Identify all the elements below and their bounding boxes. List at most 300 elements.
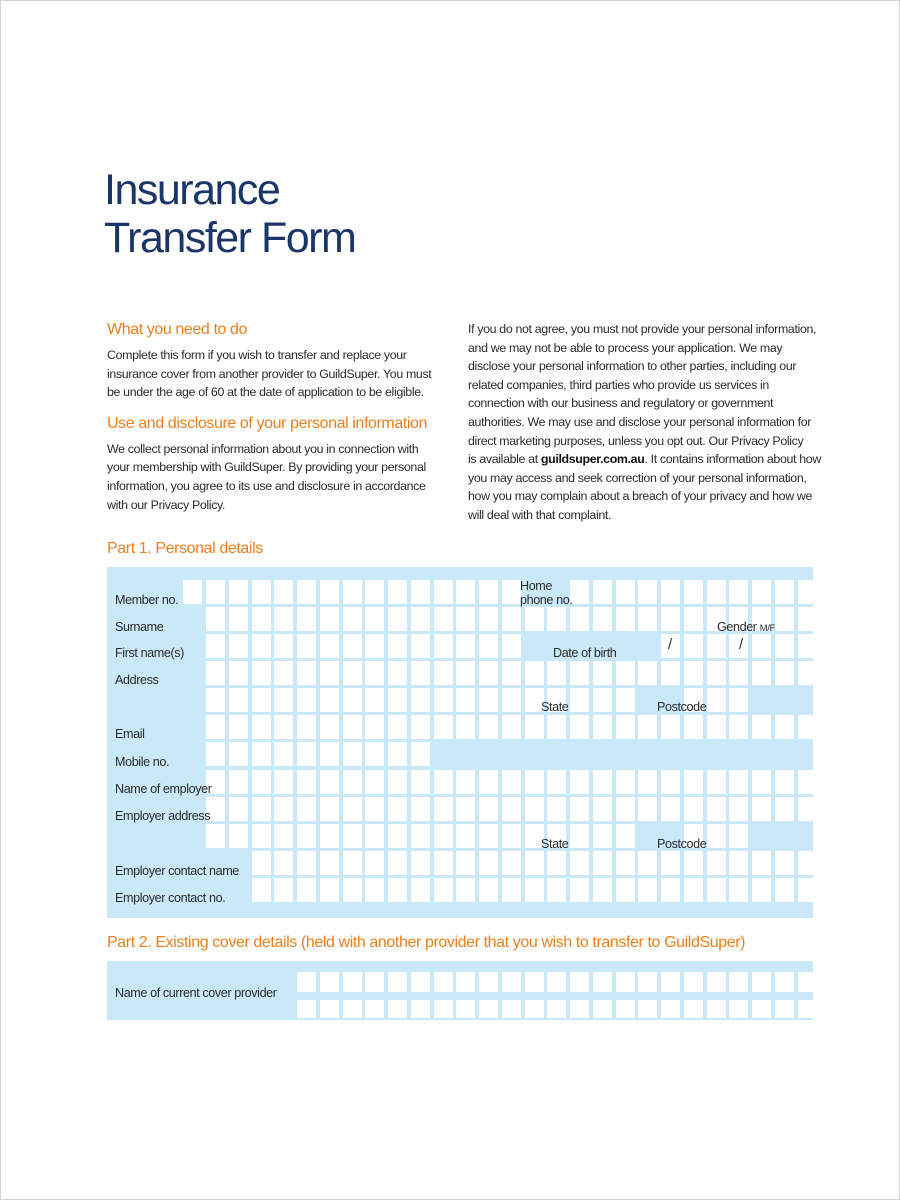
member-no-box[interactable] <box>320 580 339 604</box>
address-line1-box[interactable] <box>479 661 498 685</box>
surname-box[interactable] <box>365 607 384 631</box>
employer-contact-no-box[interactable] <box>616 878 635 902</box>
address-line1-box[interactable] <box>638 661 657 685</box>
current-provider-line2-box[interactable] <box>593 1000 612 1018</box>
employer-name-box[interactable] <box>638 770 657 794</box>
mobile-box[interactable] <box>411 742 430 766</box>
address-line2-box[interactable] <box>365 688 384 712</box>
employer-name-box[interactable] <box>593 770 612 794</box>
current-provider-line2-box[interactable] <box>752 1000 771 1018</box>
current-provider-box[interactable] <box>365 972 384 992</box>
email-box[interactable] <box>274 715 293 739</box>
employer-contact-name-box[interactable] <box>684 851 703 875</box>
current-provider-line2-box[interactable] <box>479 1000 498 1018</box>
employer-contact-no-box[interactable] <box>297 878 316 902</box>
email-box[interactable] <box>798 715 817 739</box>
current-provider-line2-box[interactable] <box>775 1000 794 1018</box>
employer-contact-no-box[interactable] <box>798 878 817 902</box>
address-line1-box[interactable] <box>798 661 817 685</box>
employer-address-line1-box[interactable] <box>570 797 589 821</box>
employer-contact-no-box[interactable] <box>684 878 703 902</box>
member-no-box[interactable] <box>297 580 316 604</box>
mobile-box[interactable] <box>343 742 362 766</box>
address-line1-box[interactable] <box>525 661 544 685</box>
employer-address-line1-box[interactable] <box>229 797 248 821</box>
employer-address-line2-box[interactable] <box>729 824 748 848</box>
current-provider-box[interactable] <box>434 972 453 992</box>
employer-name-box[interactable] <box>274 770 293 794</box>
employer-address-line1-box[interactable] <box>479 797 498 821</box>
member-no-box[interactable] <box>729 580 748 604</box>
employer-contact-name-box[interactable] <box>798 851 817 875</box>
current-provider-line2-box[interactable] <box>729 1000 748 1018</box>
employer-name-box[interactable] <box>502 770 521 794</box>
address-line1-box[interactable] <box>388 661 407 685</box>
surname-box[interactable] <box>775 607 794 631</box>
current-provider-line2-box[interactable] <box>707 1000 726 1018</box>
first-name-box[interactable] <box>752 634 771 658</box>
current-provider-line2-box[interactable] <box>343 1000 362 1018</box>
website-link[interactable]: guildsuper.com.au <box>540 452 645 467</box>
first-name-box[interactable] <box>684 634 703 658</box>
employer-name-box[interactable] <box>775 770 794 794</box>
member-no-box[interactable] <box>411 580 430 604</box>
employer-contact-no-box[interactable] <box>388 878 407 902</box>
email-box[interactable] <box>638 715 657 739</box>
first-name-box[interactable] <box>707 634 726 658</box>
employer-address-line2-box[interactable] <box>570 824 589 848</box>
email-box[interactable] <box>752 715 771 739</box>
employer-contact-no-box[interactable] <box>411 878 430 902</box>
address-line1-box[interactable] <box>707 661 726 685</box>
mobile-box[interactable] <box>274 742 293 766</box>
employer-contact-no-box[interactable] <box>661 878 680 902</box>
first-name-box[interactable] <box>798 634 817 658</box>
address-line1-box[interactable] <box>274 661 293 685</box>
member-no-box[interactable] <box>343 580 362 604</box>
current-provider-box[interactable] <box>388 972 407 992</box>
first-name-box[interactable] <box>297 634 316 658</box>
employer-contact-name-box[interactable] <box>411 851 430 875</box>
address-line1-box[interactable] <box>570 661 589 685</box>
address-line1-box[interactable] <box>661 661 680 685</box>
email-box[interactable] <box>252 715 271 739</box>
employer-address-line1-box[interactable] <box>684 797 703 821</box>
first-name-box[interactable] <box>456 634 475 658</box>
employer-name-box[interactable] <box>479 770 498 794</box>
employer-contact-no-box[interactable] <box>547 878 566 902</box>
member-no-box[interactable] <box>707 580 726 604</box>
surname-box[interactable] <box>252 607 271 631</box>
address-line1-box[interactable] <box>411 661 430 685</box>
first-name-box[interactable] <box>252 634 271 658</box>
email-box[interactable] <box>525 715 544 739</box>
employer-name-box[interactable] <box>752 770 771 794</box>
email-box[interactable] <box>707 715 726 739</box>
employer-address-line2-box[interactable] <box>388 824 407 848</box>
employer-name-box[interactable] <box>707 770 726 794</box>
address-line2-box[interactable] <box>707 688 726 712</box>
employer-address-line1-box[interactable] <box>320 797 339 821</box>
email-box[interactable] <box>434 715 453 739</box>
employer-address-line1-box[interactable] <box>547 797 566 821</box>
surname-box[interactable] <box>229 607 248 631</box>
member-no-box[interactable] <box>752 580 771 604</box>
employer-name-box[interactable] <box>365 770 384 794</box>
surname-box[interactable] <box>297 607 316 631</box>
member-no-box[interactable] <box>684 580 703 604</box>
email-box[interactable] <box>661 715 680 739</box>
address-line1-box[interactable] <box>752 661 771 685</box>
address-line2-box[interactable] <box>229 688 248 712</box>
current-provider-box[interactable] <box>297 972 316 992</box>
employer-contact-no-box[interactable] <box>775 878 794 902</box>
member-no-box[interactable] <box>229 580 248 604</box>
employer-address-line2-box[interactable] <box>820 824 839 848</box>
address-line2-box[interactable] <box>502 688 521 712</box>
employer-address-line1-box[interactable] <box>661 797 680 821</box>
employer-address-line2-box[interactable] <box>206 824 225 848</box>
email-box[interactable] <box>547 715 566 739</box>
surname-box[interactable] <box>343 607 362 631</box>
employer-name-box[interactable] <box>798 770 817 794</box>
employer-address-line1-box[interactable] <box>388 797 407 821</box>
current-provider-line2-box[interactable] <box>547 1000 566 1018</box>
employer-contact-no-box[interactable] <box>320 878 339 902</box>
employer-address-line1-box[interactable] <box>297 797 316 821</box>
employer-address-line1-box[interactable] <box>525 797 544 821</box>
current-provider-box[interactable] <box>343 972 362 992</box>
surname-box[interactable] <box>502 607 521 631</box>
employer-name-box[interactable] <box>252 770 271 794</box>
employer-contact-no-box[interactable] <box>479 878 498 902</box>
employer-contact-no-box[interactable] <box>456 878 475 902</box>
employer-contact-name-box[interactable] <box>775 851 794 875</box>
address-line1-box[interactable] <box>297 661 316 685</box>
current-provider-box[interactable] <box>616 972 635 992</box>
employer-name-box[interactable] <box>388 770 407 794</box>
employer-contact-name-box[interactable] <box>434 851 453 875</box>
current-provider-line2-box[interactable] <box>434 1000 453 1018</box>
employer-contact-name-box[interactable] <box>388 851 407 875</box>
surname-box[interactable] <box>388 607 407 631</box>
address-line1-box[interactable] <box>502 661 521 685</box>
employer-contact-no-box[interactable] <box>502 878 521 902</box>
employer-contact-no-box[interactable] <box>729 878 748 902</box>
member-no-box[interactable] <box>456 580 475 604</box>
address-line1-box[interactable] <box>547 661 566 685</box>
address-line1-box[interactable] <box>616 661 635 685</box>
surname-box[interactable] <box>593 607 612 631</box>
current-provider-box[interactable] <box>547 972 566 992</box>
member-no-box[interactable] <box>479 580 498 604</box>
address-line2-box[interactable] <box>411 688 430 712</box>
employer-contact-name-box[interactable] <box>252 851 271 875</box>
member-no-box[interactable] <box>274 580 293 604</box>
employer-contact-no-box[interactable] <box>365 878 384 902</box>
current-provider-line2-box[interactable] <box>388 1000 407 1018</box>
employer-address-line1-box[interactable] <box>274 797 293 821</box>
employer-contact-name-box[interactable] <box>479 851 498 875</box>
employer-address-line1-box[interactable] <box>456 797 475 821</box>
current-provider-box[interactable] <box>411 972 430 992</box>
address-line2-box[interactable] <box>388 688 407 712</box>
employer-name-box[interactable] <box>229 770 248 794</box>
address-line1-box[interactable] <box>229 661 248 685</box>
current-provider-line2-box[interactable] <box>638 1000 657 1018</box>
employer-contact-name-box[interactable] <box>752 851 771 875</box>
email-box[interactable] <box>320 715 339 739</box>
first-name-box[interactable] <box>320 634 339 658</box>
employer-address-line1-box[interactable] <box>798 797 817 821</box>
employer-address-line2-box[interactable] <box>343 824 362 848</box>
employer-address-line1-box[interactable] <box>343 797 362 821</box>
employer-contact-name-box[interactable] <box>707 851 726 875</box>
employer-address-line1-box[interactable] <box>616 797 635 821</box>
current-provider-line2-box[interactable] <box>411 1000 430 1018</box>
employer-address-line1-box[interactable] <box>434 797 453 821</box>
mobile-box[interactable] <box>365 742 384 766</box>
address-line1-box[interactable] <box>320 661 339 685</box>
first-name-box[interactable] <box>479 634 498 658</box>
address-line1-box[interactable] <box>343 661 362 685</box>
address-line1-box[interactable] <box>684 661 703 685</box>
current-provider-box[interactable] <box>752 972 771 992</box>
address-line2-box[interactable] <box>570 688 589 712</box>
surname-box[interactable] <box>479 607 498 631</box>
address-line2-box[interactable] <box>206 688 225 712</box>
surname-box[interactable] <box>274 607 293 631</box>
employer-contact-no-box[interactable] <box>707 878 726 902</box>
employer-contact-no-box[interactable] <box>593 878 612 902</box>
surname-box[interactable] <box>570 607 589 631</box>
employer-address-line2-box[interactable] <box>616 824 635 848</box>
first-name-box[interactable] <box>274 634 293 658</box>
email-box[interactable] <box>411 715 430 739</box>
member-no-box[interactable] <box>570 580 589 604</box>
current-provider-box[interactable] <box>638 972 657 992</box>
current-provider-line2-box[interactable] <box>661 1000 680 1018</box>
email-box[interactable] <box>229 715 248 739</box>
first-name-box[interactable] <box>434 634 453 658</box>
employer-name-box[interactable] <box>616 770 635 794</box>
surname-box[interactable] <box>616 607 635 631</box>
employer-address-line1-box[interactable] <box>638 797 657 821</box>
address-line1-box[interactable] <box>775 661 794 685</box>
member-no-box[interactable] <box>206 580 225 604</box>
address-line1-box[interactable] <box>729 661 748 685</box>
employer-address-line2-box[interactable] <box>252 824 271 848</box>
employer-contact-no-box[interactable] <box>343 878 362 902</box>
employer-address-line1-box[interactable] <box>502 797 521 821</box>
employer-name-box[interactable] <box>411 770 430 794</box>
employer-contact-no-box[interactable] <box>570 878 589 902</box>
member-no-box[interactable] <box>434 580 453 604</box>
current-provider-line2-box[interactable] <box>297 1000 316 1018</box>
current-provider-box[interactable] <box>525 972 544 992</box>
current-provider-line2-box[interactable] <box>502 1000 521 1018</box>
employer-name-box[interactable] <box>661 770 680 794</box>
address-line2-box[interactable] <box>820 688 839 712</box>
address-line1-box[interactable] <box>365 661 384 685</box>
current-provider-box[interactable] <box>707 972 726 992</box>
employer-address-line1-box[interactable] <box>252 797 271 821</box>
surname-box[interactable] <box>638 607 657 631</box>
employer-contact-name-box[interactable] <box>343 851 362 875</box>
current-provider-box[interactable] <box>570 972 589 992</box>
address-line2-box[interactable] <box>456 688 475 712</box>
address-line1-box[interactable] <box>206 661 225 685</box>
email-box[interactable] <box>388 715 407 739</box>
employer-address-line2-box[interactable] <box>707 824 726 848</box>
surname-box[interactable] <box>206 607 225 631</box>
surname-box[interactable] <box>456 607 475 631</box>
employer-address-line2-box[interactable] <box>297 824 316 848</box>
employer-address-line2-box[interactable] <box>456 824 475 848</box>
member-no-box[interactable] <box>252 580 271 604</box>
employer-contact-name-box[interactable] <box>547 851 566 875</box>
email-box[interactable] <box>456 715 475 739</box>
employer-address-line1-box[interactable] <box>775 797 794 821</box>
current-provider-line2-box[interactable] <box>616 1000 635 1018</box>
first-name-box[interactable] <box>411 634 430 658</box>
employer-address-line2-box[interactable] <box>411 824 430 848</box>
email-box[interactable] <box>479 715 498 739</box>
employer-address-line2-box[interactable] <box>502 824 521 848</box>
current-provider-box[interactable] <box>684 972 703 992</box>
address-line2-box[interactable] <box>616 688 635 712</box>
employer-name-box[interactable] <box>343 770 362 794</box>
address-line2-box[interactable] <box>479 688 498 712</box>
employer-name-box[interactable] <box>525 770 544 794</box>
first-name-box[interactable] <box>775 634 794 658</box>
surname-box[interactable] <box>661 607 680 631</box>
employer-contact-name-box[interactable] <box>616 851 635 875</box>
employer-address-line1-box[interactable] <box>707 797 726 821</box>
current-provider-line2-box[interactable] <box>570 1000 589 1018</box>
surname-box[interactable] <box>434 607 453 631</box>
surname-box[interactable] <box>547 607 566 631</box>
employer-name-box[interactable] <box>547 770 566 794</box>
current-provider-line2-box[interactable] <box>525 1000 544 1018</box>
surname-box[interactable] <box>411 607 430 631</box>
current-provider-box[interactable] <box>502 972 521 992</box>
member-no-box[interactable] <box>502 580 521 604</box>
employer-name-box[interactable] <box>684 770 703 794</box>
email-box[interactable] <box>343 715 362 739</box>
employer-address-line1-box[interactable] <box>411 797 430 821</box>
surname-box[interactable] <box>320 607 339 631</box>
mobile-box[interactable] <box>297 742 316 766</box>
address-line2-box[interactable] <box>343 688 362 712</box>
employer-name-box[interactable] <box>434 770 453 794</box>
address-line2-box[interactable] <box>297 688 316 712</box>
first-name-box[interactable] <box>820 634 839 658</box>
employer-address-line2-box[interactable] <box>434 824 453 848</box>
employer-contact-name-box[interactable] <box>320 851 339 875</box>
email-box[interactable] <box>297 715 316 739</box>
employer-name-box[interactable] <box>729 770 748 794</box>
employer-address-line1-box[interactable] <box>752 797 771 821</box>
first-name-box[interactable] <box>206 634 225 658</box>
employer-contact-name-box[interactable] <box>365 851 384 875</box>
employer-address-line2-box[interactable] <box>593 824 612 848</box>
employer-contact-name-box[interactable] <box>570 851 589 875</box>
current-provider-line2-box[interactable] <box>456 1000 475 1018</box>
surname-box[interactable] <box>684 607 703 631</box>
employer-contact-name-box[interactable] <box>638 851 657 875</box>
address-line2-box[interactable] <box>274 688 293 712</box>
current-provider-box[interactable] <box>775 972 794 992</box>
email-box[interactable] <box>206 715 225 739</box>
first-name-box[interactable] <box>388 634 407 658</box>
employer-contact-name-box[interactable] <box>297 851 316 875</box>
surname-box[interactable] <box>525 607 544 631</box>
address-line2-box[interactable] <box>434 688 453 712</box>
employer-contact-no-box[interactable] <box>274 878 293 902</box>
email-box[interactable] <box>570 715 589 739</box>
employer-contact-no-box[interactable] <box>525 878 544 902</box>
current-provider-line2-box[interactable] <box>684 1000 703 1018</box>
employer-contact-no-box[interactable] <box>638 878 657 902</box>
address-line1-box[interactable] <box>434 661 453 685</box>
employer-address-line2-box[interactable] <box>274 824 293 848</box>
current-provider-box[interactable] <box>729 972 748 992</box>
employer-contact-no-box[interactable] <box>434 878 453 902</box>
employer-name-box[interactable] <box>456 770 475 794</box>
employer-address-line2-box[interactable] <box>365 824 384 848</box>
mobile-box[interactable] <box>229 742 248 766</box>
employer-contact-name-box[interactable] <box>456 851 475 875</box>
employer-address-line2-box[interactable] <box>229 824 248 848</box>
member-no-box[interactable] <box>661 580 680 604</box>
employer-name-box[interactable] <box>320 770 339 794</box>
address-line2-box[interactable] <box>252 688 271 712</box>
current-provider-line2-box[interactable] <box>798 1000 817 1018</box>
email-box[interactable] <box>502 715 521 739</box>
email-box[interactable] <box>729 715 748 739</box>
current-provider-box[interactable] <box>320 972 339 992</box>
employer-contact-name-box[interactable] <box>502 851 521 875</box>
employer-address-line2-box[interactable] <box>320 824 339 848</box>
employer-contact-name-box[interactable] <box>729 851 748 875</box>
employer-address-line1-box[interactable] <box>729 797 748 821</box>
email-box[interactable] <box>616 715 635 739</box>
address-line1-box[interactable] <box>593 661 612 685</box>
current-provider-box[interactable] <box>593 972 612 992</box>
employer-name-box[interactable] <box>570 770 589 794</box>
employer-contact-name-box[interactable] <box>593 851 612 875</box>
employer-name-box[interactable] <box>297 770 316 794</box>
current-provider-line2-box[interactable] <box>365 1000 384 1018</box>
address-line1-box[interactable] <box>456 661 475 685</box>
employer-contact-name-box[interactable] <box>274 851 293 875</box>
member-no-box[interactable] <box>616 580 635 604</box>
member-no-box[interactable] <box>388 580 407 604</box>
email-box[interactable] <box>684 715 703 739</box>
employer-address-line2-box[interactable] <box>479 824 498 848</box>
member-no-box[interactable] <box>365 580 384 604</box>
employer-contact-name-box[interactable] <box>525 851 544 875</box>
current-provider-line2-box[interactable] <box>320 1000 339 1018</box>
employer-contact-no-box[interactable] <box>252 878 271 902</box>
mobile-box[interactable] <box>388 742 407 766</box>
employer-contact-no-box[interactable] <box>752 878 771 902</box>
email-box[interactable] <box>593 715 612 739</box>
mobile-box[interactable] <box>320 742 339 766</box>
address-line2-box[interactable] <box>729 688 748 712</box>
email-box[interactable] <box>775 715 794 739</box>
